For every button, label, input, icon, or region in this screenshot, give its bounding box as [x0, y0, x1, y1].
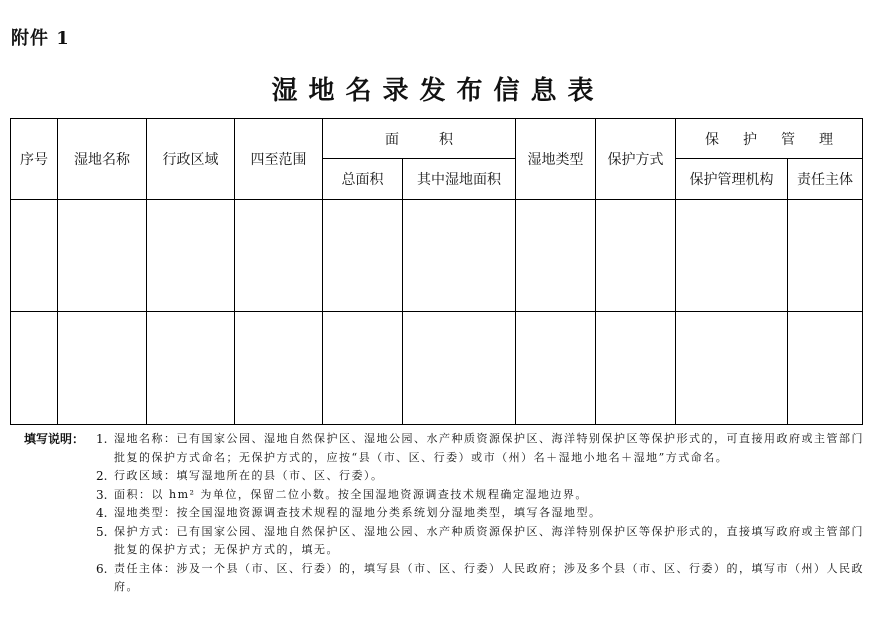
table-cell[interactable]: [58, 312, 147, 425]
instruction-text: 行政区域：填写湿地所在的县（市、区、行委）。: [114, 469, 384, 482]
instruction-number: 4.: [96, 506, 108, 520]
instruction-number: 5.: [96, 524, 108, 539]
instruction-number: 3.: [96, 487, 108, 502]
fill-instructions: [24, 430, 864, 597]
instruction-number: 2.: [96, 469, 108, 483]
header-wetland-area: 其中湿地面积: [403, 159, 516, 200]
table-cell[interactable]: [147, 200, 235, 312]
header-row-1: [11, 119, 863, 159]
instruction-text: 湿地类型：按全国湿地资源调查技术规程的湿地分类系统划分湿地类型，填写各湿地型。: [114, 506, 602, 519]
instruction-text: 保护方式：已有国家公园、湿地自然保护区、湿地公园、水产种质资源保护区、海洋特别保护区等保护形式的，直接填写政府或主管部门批复的保护方式；无保护方式的，填无。: [114, 524, 864, 556]
instruction-item: [96, 430, 864, 467]
header-boundary: 四至范围: [235, 119, 323, 200]
table-row: [11, 200, 863, 312]
header-responsible-party: 责任主体: [788, 159, 863, 200]
instruction-item: [96, 504, 864, 523]
instruction-number: 6.: [96, 561, 108, 576]
table-cell[interactable]: [58, 200, 147, 312]
instruction-list: [24, 430, 864, 597]
header-protection-mode: 保护方式: [596, 119, 676, 200]
header-area-group: 面积: [323, 119, 516, 159]
wetland-info-table: [10, 118, 863, 425]
table-cell[interactable]: [596, 200, 676, 312]
instruction-item: [96, 560, 864, 597]
attachment-label: 附件 1: [11, 28, 70, 49]
header-wetland-name: 湿地名称: [58, 119, 147, 200]
table-cell[interactable]: [323, 312, 403, 425]
instruction-item: [96, 523, 864, 560]
header-total-area: 总面积: [323, 159, 403, 200]
header-wetland-type: 湿地类型: [516, 119, 596, 200]
table-cell[interactable]: [235, 200, 323, 312]
table-cell[interactable]: [788, 312, 863, 425]
table-cell[interactable]: [516, 200, 596, 312]
table-cell[interactable]: [788, 200, 863, 312]
instruction-text: 责任主体：涉及一个县（市、区、行委）的，填写县（市、区、行委）人民政府；涉及多个县（市、区、行委）的，填写市（州）人民政府。: [114, 561, 864, 593]
instruction-text: 面积：以 hm² 为单位，保留二位小数。按全国湿地资源调查技术规程确定湿地边界。: [114, 487, 588, 501]
header-seq: 序号: [11, 119, 58, 200]
instruction-item: [96, 467, 864, 486]
header-management-org: 保护管理机构: [676, 159, 788, 200]
table-cell[interactable]: [596, 312, 676, 425]
table-cell[interactable]: [516, 312, 596, 425]
header-management-group: 保护管理: [676, 119, 863, 159]
table-cell[interactable]: [11, 312, 58, 425]
fill-instructions-label: 填写说明：: [24, 432, 85, 446]
table-cell[interactable]: [403, 312, 516, 425]
instruction-number: 1.: [96, 432, 108, 446]
header-admin-area: 行政区域: [147, 119, 235, 200]
table-cell[interactable]: [403, 200, 516, 312]
table-cell[interactable]: [235, 312, 323, 425]
table-row: [11, 312, 863, 425]
table-cell[interactable]: [676, 200, 788, 312]
instruction-item: [96, 486, 864, 505]
table-cell[interactable]: [676, 312, 788, 425]
table-cell[interactable]: [11, 200, 58, 312]
page-title: 湿地名录发布信息表: [271, 76, 605, 106]
table-cell[interactable]: [323, 200, 403, 312]
instruction-text: 湿地名称：已有国家公园、湿地自然保护区、湿地公园、水产种质资源保护区、海洋特别保护区等保护形式的，可直接用政府或主管部门批复的保护方式命名；无保护方式的，应按“县（市、区、行委）或市（州）名＋湿地小地名＋湿地”方式命名。: [114, 432, 864, 464]
table-cell[interactable]: [147, 312, 235, 425]
